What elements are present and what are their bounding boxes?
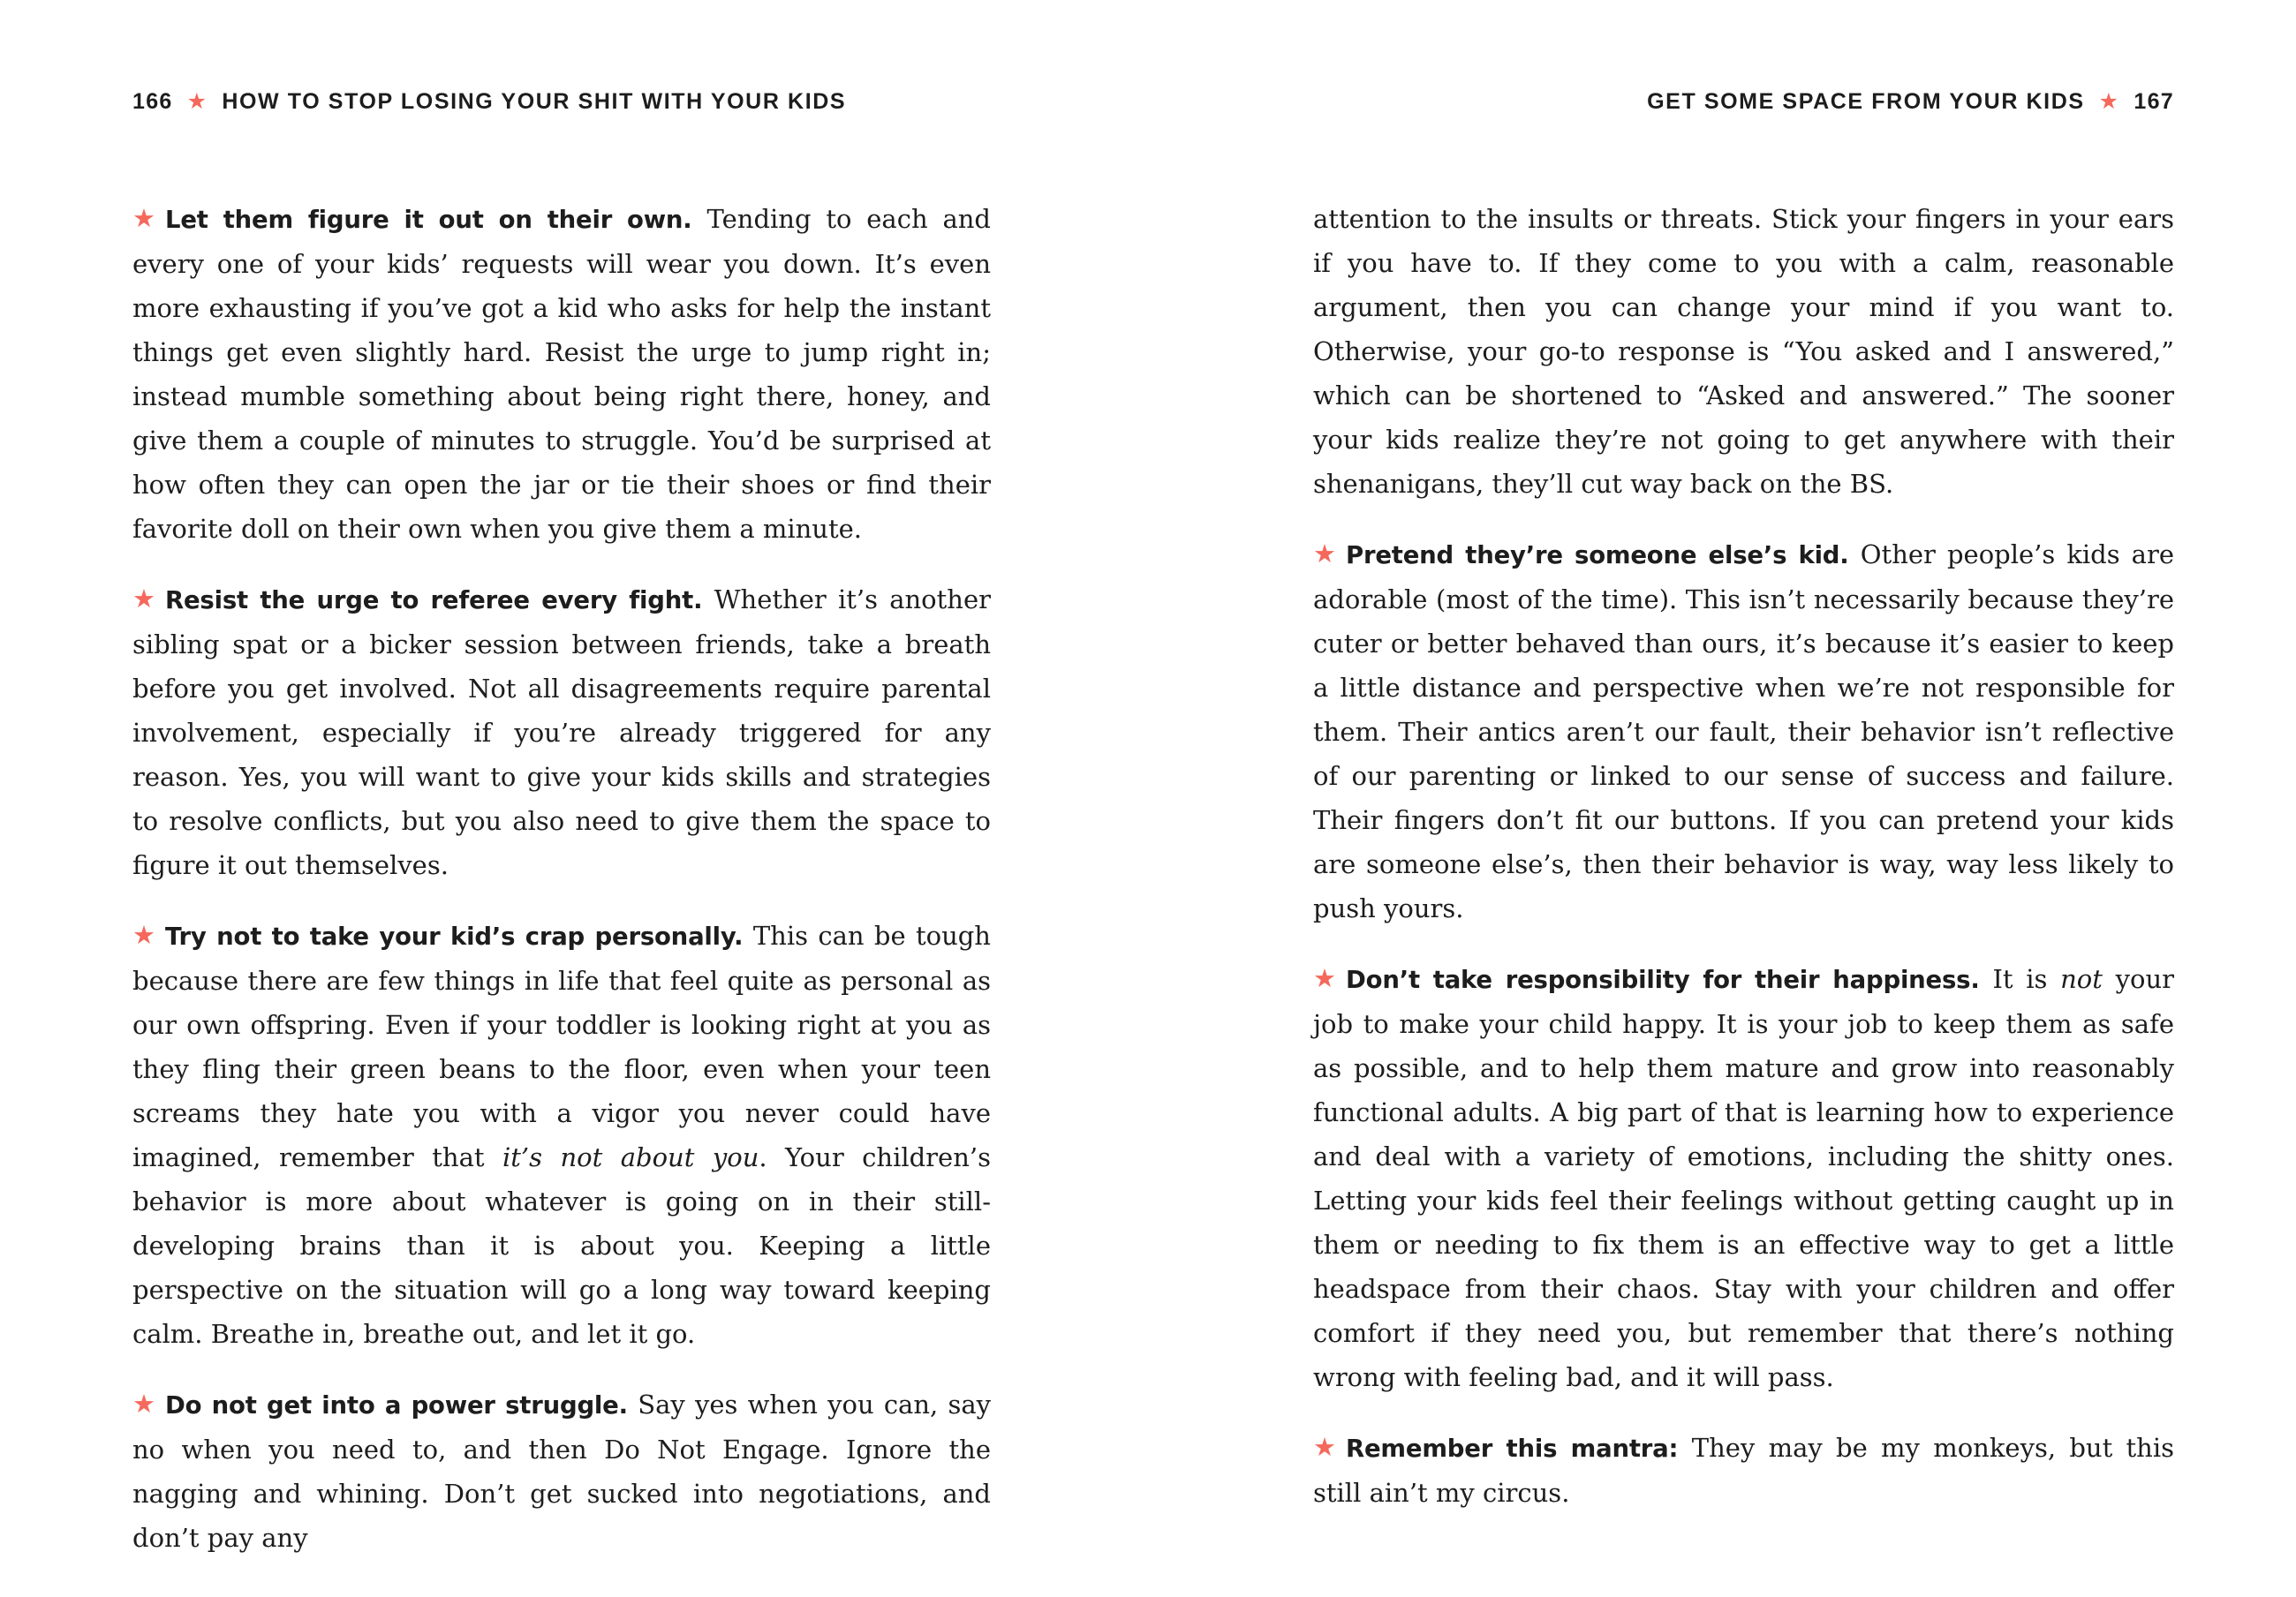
body-text: your job to make your child happy. It is your job to keep them as safe as possible, and to help them mature and grow into reasonably functional adults. A big part of that is learning how to experience and deal with a variety of emotions, including the shitty ones. Letting your kids feel their feelings without getting caught up in them or needing to fix them is an effective way to get a little headspace from their chaos. Stay with your children and offer comfort if they need you, but remember that there’s nothing wrong with feeling bad, and it will pass. bbox=[1313, 964, 2174, 1392]
bullet-lead-text: Do not get into a power struggle. bbox=[165, 1391, 638, 1420]
bullet-paragraph bbox=[1313, 1426, 2174, 1515]
star-bullet-icon: ★ bbox=[1313, 963, 1336, 993]
body-text: Tending to each and every one of your kids’ requests will wear you down. It’s even more exhausting if you’ve got a kid who asks for help the instant things get even slightly hard. Resist the urge to jump right in; instead mumble something about being right there, honey, and give them a couple of minutes to struggle. You’d be surprised at how often they can open the jar or tie their shoes or find their favorite doll on their own when you give them a minute. bbox=[132, 204, 991, 544]
body-text: attention to the insults or threats. Stick your fingers in your ears if you have to. If they come to you with a calm, reasonable argument, then you can change your mind if you want to. Otherwise, your go-to response is “You asked and I answered,” which can be shortened to “Asked and answered.” The sooner your kids realize they’re not going to get anywhere with their shenanigans, they’ll cut way back on the BS. bbox=[1313, 204, 2174, 499]
body-text: Whether it’s another sibling spat or a bicker session between friends, take a breath before you get involved. Not all disagreements require parental involvement, especially if you’re already triggered for any reason. Yes, you will want to give your kids skills and strategies to resolve conflicts, but you also need to give them the space to figure it out themselves. bbox=[132, 584, 991, 880]
bullet-paragraph bbox=[132, 914, 991, 1356]
page-left bbox=[132, 88, 991, 1560]
bullet-paragraph bbox=[1313, 532, 2174, 930]
body-text: They may be my monkeys, but this still ain’t my circus. bbox=[1313, 1433, 2174, 1508]
star-icon: ★ bbox=[186, 87, 208, 114]
body-text: Say yes when you can, say no when you need to, and then Do Not Engage. Ignore the nagging and whining. Don’t get sucked into negotiations, and don’t pay any bbox=[132, 1390, 991, 1553]
body-text: . Your children’s behavior is more about whatever is going on in their still-developing brains than it is about you. Keeping a little perspective on the situation will go a long way toward keeping calm. Breathe in, breathe out, and let it go. bbox=[132, 1142, 991, 1349]
page-body-right bbox=[1313, 197, 2174, 1515]
running-head-title-left: HOW TO STOP LOSING YOUR SHIT WITH YOUR KIDS bbox=[222, 88, 847, 114]
star-bullet-icon: ★ bbox=[132, 920, 155, 950]
continuation-paragraph bbox=[1313, 197, 2174, 506]
bullet-paragraph bbox=[132, 197, 991, 551]
star-bullet-icon: ★ bbox=[132, 1389, 155, 1419]
body-text-italic: it’s not about you bbox=[502, 1142, 759, 1172]
bullet-lead-text: Pretend they’re someone else’s kid. bbox=[1346, 541, 1861, 569]
star-icon: ★ bbox=[2098, 87, 2120, 114]
body-text-italic: not bbox=[2060, 964, 2103, 994]
body-text: It is bbox=[1992, 964, 2061, 994]
running-head-right bbox=[1313, 88, 2174, 115]
bullet-lead-text: Try not to take your kid’s crap personally. bbox=[165, 923, 753, 951]
star-bullet-icon: ★ bbox=[132, 203, 155, 233]
star-bullet-icon: ★ bbox=[132, 584, 155, 614]
bullet-paragraph bbox=[1313, 957, 2174, 1399]
bullet-paragraph bbox=[132, 1382, 991, 1560]
bullet-lead-text: Let them figure it out on their own. bbox=[165, 206, 707, 234]
bullet-lead-text: Resist the urge to referee every fight. bbox=[165, 586, 714, 614]
star-bullet-icon: ★ bbox=[1313, 1432, 1336, 1462]
page-body-left bbox=[132, 197, 991, 1560]
body-text: Other people’s kids are adorable (most of the time). This isn’t necessarily because they’re cuter or better behaved than ours, it’s because it’s easier to keep a little distance and perspective when we’re not responsible for them. Their antics aren’t our fault, their behavior isn’t reflective of our parenting or linked to our sense of success and failure. Their fingers don’t fit our buttons. If you can pretend your kids are someone else’s, then their behavior is way, way less likely to push yours. bbox=[1313, 539, 2174, 923]
running-head-left bbox=[132, 88, 991, 115]
bullet-lead-text: Don’t take responsibility for their happiness. bbox=[1346, 966, 1993, 994]
running-head-title-right: GET SOME SPACE FROM YOUR KIDS bbox=[1647, 88, 2085, 114]
body-text: This can be tough because there are few things in life that feel quite as personal as our own offspring. Even if your toddler is looking right at you as they fling their green beans to the floor, even when your teen screams they hate you with a vigor you never could have imagined, remember that bbox=[132, 921, 991, 1172]
star-bullet-icon: ★ bbox=[1313, 539, 1336, 569]
page-number-left: 166 bbox=[132, 88, 173, 114]
page-number-right: 167 bbox=[2134, 88, 2174, 114]
bullet-paragraph bbox=[132, 577, 991, 887]
bullet-lead-text: Remember this mantra: bbox=[1346, 1435, 1692, 1463]
page-right bbox=[1313, 88, 2174, 1515]
